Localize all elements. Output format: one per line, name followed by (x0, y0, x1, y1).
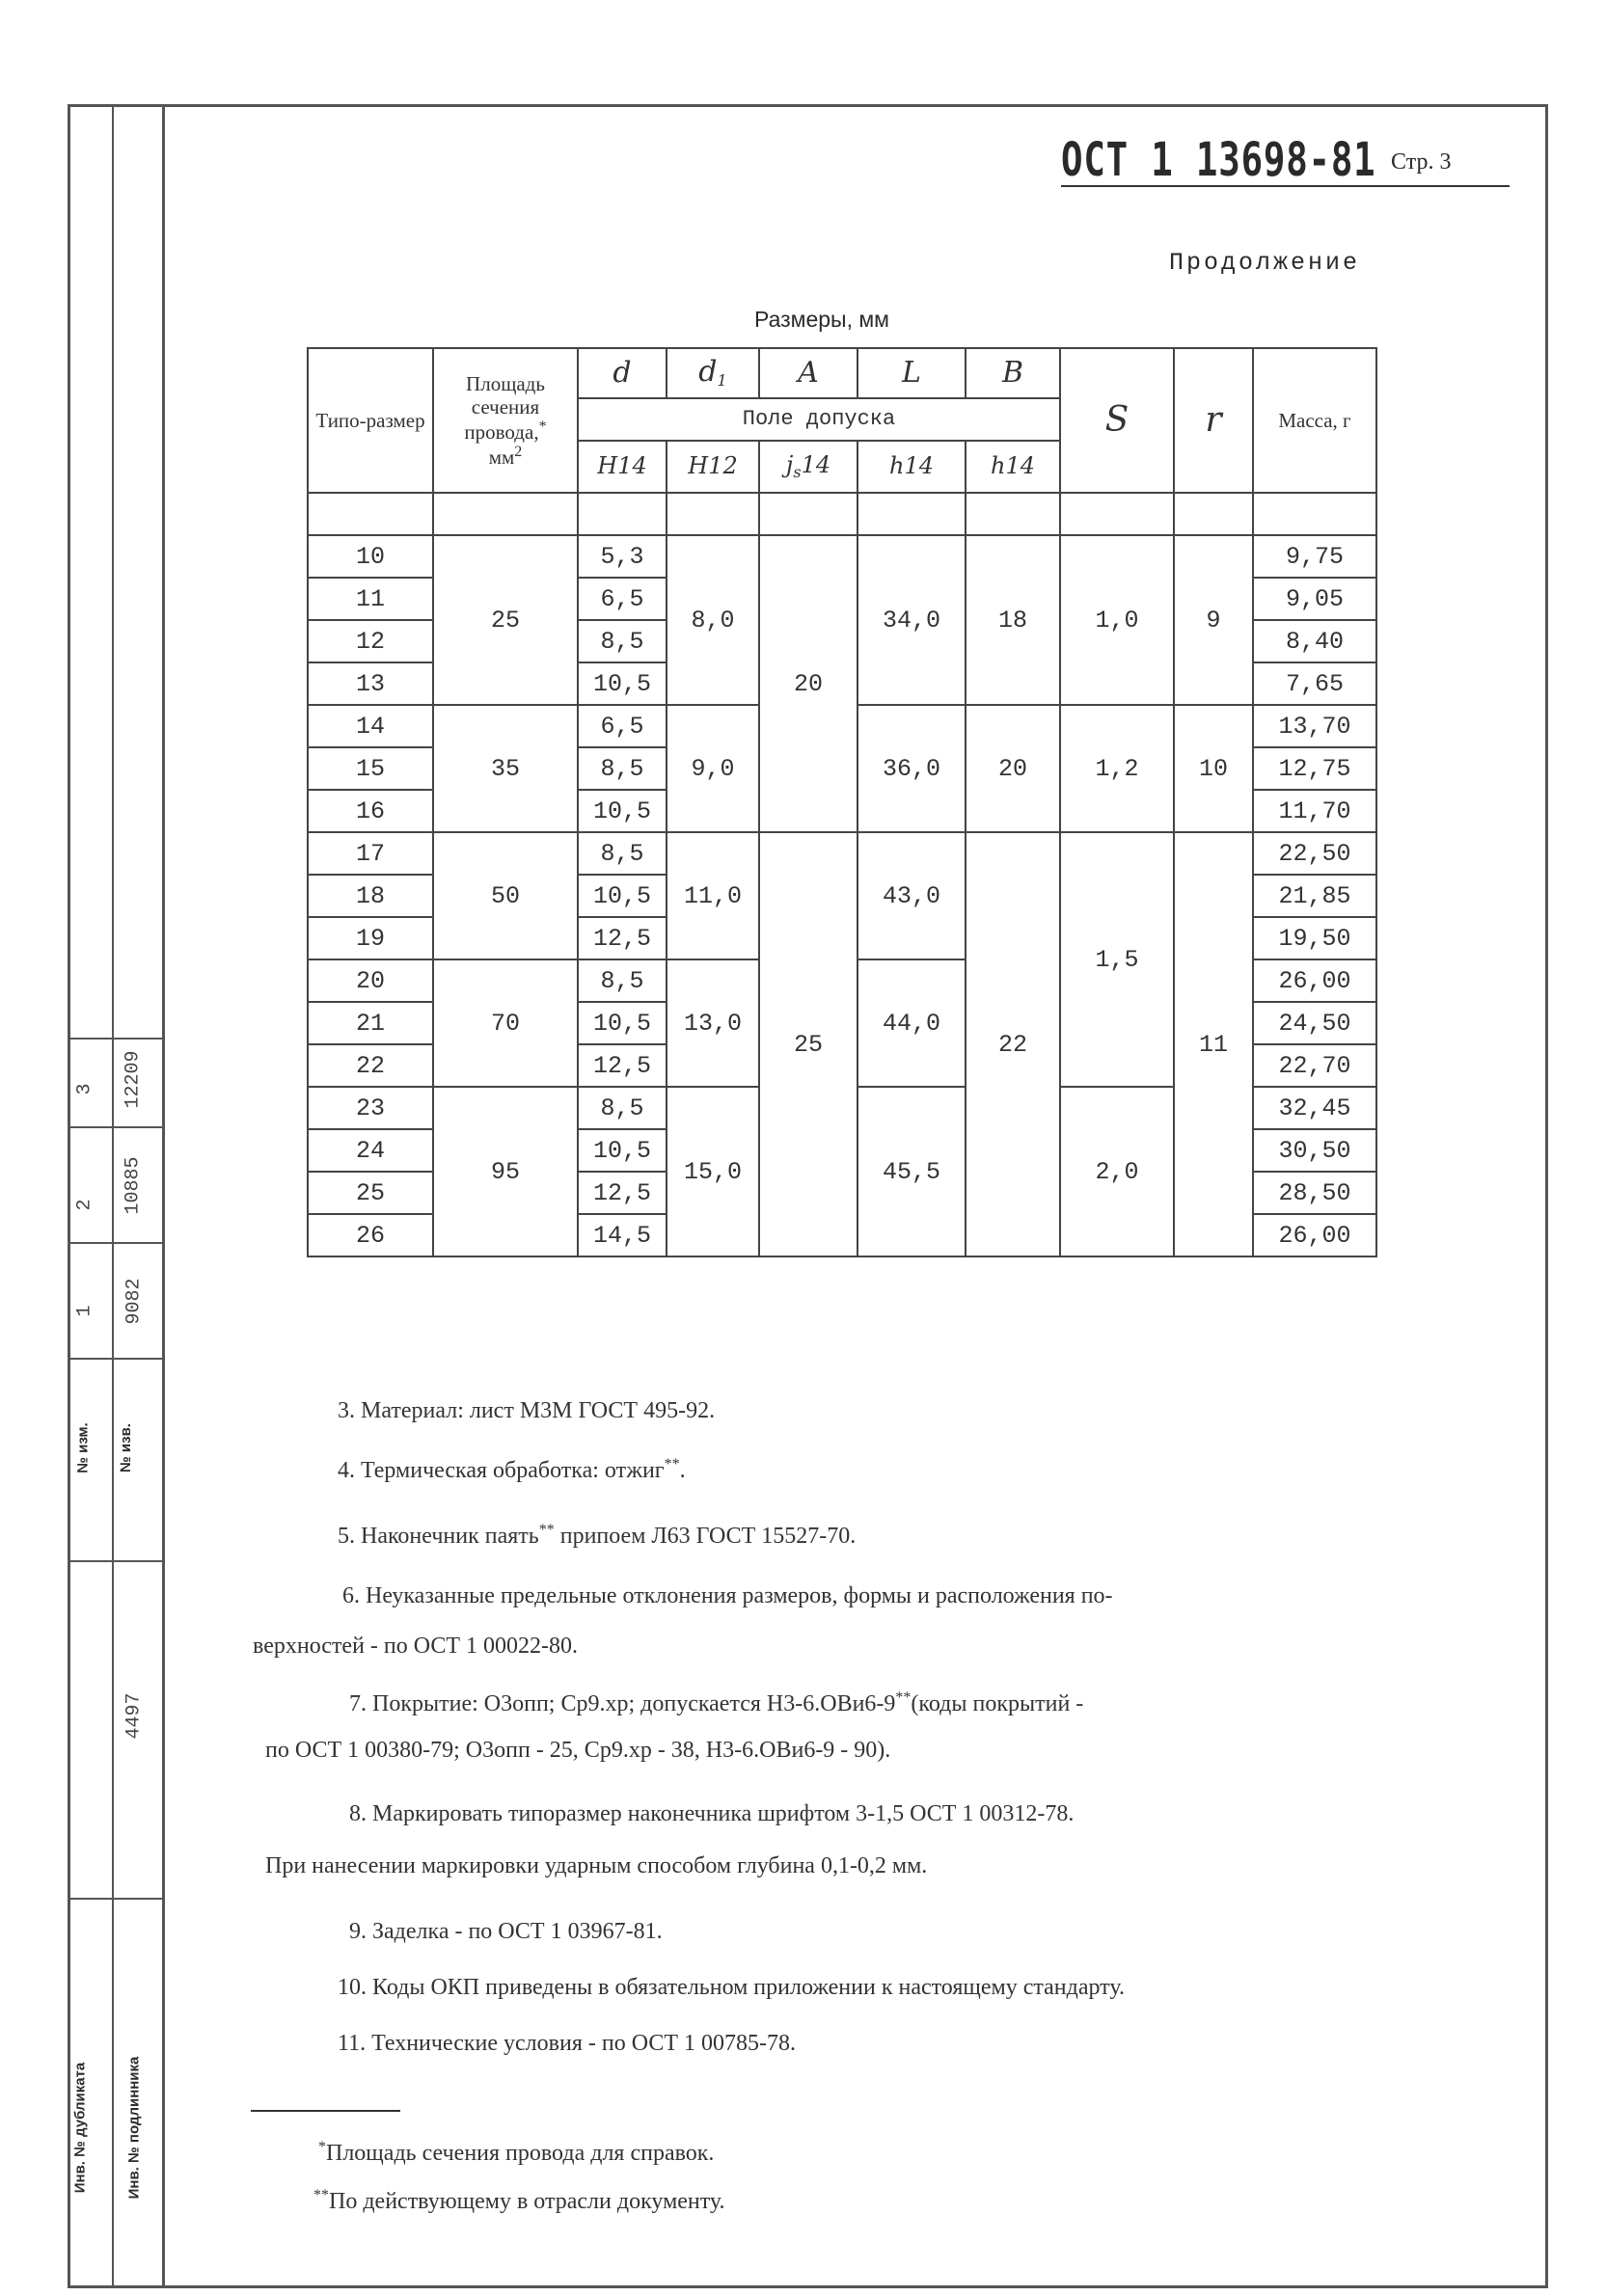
cell-mass: 11,70 (1253, 790, 1376, 832)
cell-size: 12 (308, 620, 433, 662)
note-3: 3. Материал: лист М3М ГОСТ 495-92. (338, 1398, 716, 1423)
cell-mass: 24,50 (1253, 1002, 1376, 1044)
cell-d: 8,5 (578, 959, 667, 1002)
cell-size: 26 (308, 1214, 433, 1256)
margin-divider (68, 1560, 164, 1562)
cell-mass: 7,65 (1253, 662, 1376, 705)
header-type: Типо-размер (308, 348, 433, 493)
cell-area: 95 (433, 1087, 578, 1256)
cell-d: 14,5 (578, 1214, 667, 1256)
footnote-2: **По действующему в отрасли документу. (313, 2187, 725, 2214)
dimensions-table (307, 347, 1377, 1257)
header-r: r (1174, 348, 1253, 493)
note-6-line2: верхностей - по ОСТ 1 00022-80. (253, 1634, 579, 1659)
cell-size: 11 (308, 578, 433, 620)
cell-mass: 26,00 (1253, 959, 1376, 1002)
note-8-line2: При нанесении маркировки ударным способом глубина 0,1-0,2 мм. (265, 1853, 928, 1878)
cell-size: 23 (308, 1087, 433, 1129)
margin-divider (68, 1898, 164, 1900)
cell-size: 15 (308, 747, 433, 790)
cell-d1: 9,0 (667, 705, 759, 832)
header-S: S (1060, 348, 1174, 493)
header-A: A (759, 348, 857, 398)
cell-size: 14 (308, 705, 433, 747)
cell-size: 18 (308, 875, 433, 917)
cell-d: 5,3 (578, 535, 667, 578)
cell-r: 11 (1174, 832, 1253, 1256)
margin-inv-number: 4497 (122, 1692, 146, 1740)
margin-izv-2: 10885 (122, 1156, 145, 1215)
note-8-line1: 8. Маркировать типоразмер наконечника шрифтом 3-1,5 ОСТ 1 00312-78. (349, 1801, 1075, 1826)
tol-L: h14 (857, 441, 966, 493)
cell-area: 35 (433, 705, 578, 832)
note-7-line2: по ОСТ 1 00380-79; О3опп - 25, Ср9.хр - 38, Н3-6.ОВи6-9 - 90). (265, 1738, 891, 1763)
cell-L: 36,0 (857, 705, 966, 832)
table-caption: Размеры, мм (754, 307, 889, 332)
cell-d1: 8,0 (667, 535, 759, 705)
footnote-rule (251, 2110, 400, 2112)
cell-L: 45,5 (857, 1087, 966, 1256)
note-11: 11. Технические условия - по ОСТ 1 00785-78. (338, 2031, 796, 2056)
cell-mass: 12,75 (1253, 747, 1376, 790)
cell-d: 6,5 (578, 705, 667, 747)
cell-mass: 22,70 (1253, 1044, 1376, 1087)
note-4: 4. Термическая обработка: отжиг**. (338, 1456, 686, 1483)
inner-left-border (162, 104, 165, 2288)
cell-d: 8,5 (578, 620, 667, 662)
cell-size: 22 (308, 1044, 433, 1087)
cell-d: 8,5 (578, 1087, 667, 1129)
cell-d1: 15,0 (667, 1087, 759, 1256)
cell-r: 9 (1174, 535, 1253, 705)
header-d1: $d_1$ (667, 348, 759, 398)
cell-A: 25 (759, 832, 857, 1256)
cell-d: 12,5 (578, 1172, 667, 1214)
margin-izv-3: 12209 (122, 1050, 145, 1109)
cell-size: 24 (308, 1129, 433, 1172)
note-10: 10. Коды ОКП приведены в обязательном приложении к настоящему стандарту. (338, 1975, 1125, 2000)
note-9: 9. Заделка - по ОСТ 1 03967-81. (349, 1919, 663, 1944)
header-d: d (578, 348, 667, 398)
cell-d: 8,5 (578, 747, 667, 790)
cell-B: 18 (966, 535, 1060, 705)
cell-d: 10,5 (578, 1129, 667, 1172)
cell-size: 16 (308, 790, 433, 832)
cell-mass: 28,50 (1253, 1172, 1376, 1214)
margin-divider (68, 1242, 164, 1244)
margin-divider (68, 1358, 164, 1360)
cell-mass: 30,50 (1253, 1129, 1376, 1172)
margin-divider (68, 1126, 164, 1128)
margin-divider (68, 1038, 164, 1040)
cell-d: 12,5 (578, 1044, 667, 1087)
tol-d: H14 (578, 441, 667, 493)
cell-size: 25 (308, 1172, 433, 1214)
cell-L: 44,0 (857, 959, 966, 1087)
continuation-label: Продолжение (1169, 249, 1361, 277)
cell-area: 25 (433, 535, 578, 705)
cell-size: 13 (308, 662, 433, 705)
margin-izv-label: № изв. (117, 1423, 134, 1472)
page-label: Стр. 3 (1391, 149, 1452, 175)
cell-A: 20 (759, 535, 857, 832)
left-margin-stamp (68, 104, 164, 2288)
cell-d: 10,5 (578, 875, 667, 917)
cell-S: 1,2 (1060, 705, 1174, 832)
cell-B: 22 (966, 832, 1060, 1256)
header-underline (1061, 185, 1510, 187)
cell-area: 70 (433, 959, 578, 1087)
note-5: 5. Наконечник паять** припоем Л63 ГОСТ 15527-70. (338, 1522, 857, 1549)
cell-size: 20 (308, 959, 433, 1002)
margin-orig-label: Инв. № подлинника (125, 2056, 143, 2200)
cell-mass: 21,85 (1253, 875, 1376, 917)
cell-L: 43,0 (857, 832, 966, 959)
doc-code: ОСТ 1 13698-81 (1061, 133, 1376, 187)
cell-mass: 22,50 (1253, 832, 1376, 875)
cell-size: 10 (308, 535, 433, 578)
cell-mass: 32,45 (1253, 1087, 1376, 1129)
cell-d: 10,5 (578, 790, 667, 832)
tol-d1: H12 (667, 441, 759, 493)
cell-B: 20 (966, 705, 1060, 832)
cell-mass: 26,00 (1253, 1214, 1376, 1256)
cell-mass: 13,70 (1253, 705, 1376, 747)
cell-size: 17 (308, 832, 433, 875)
cell-r: 10 (1174, 705, 1253, 832)
margin-dup-label: Инв. № дубликата (71, 2062, 89, 2194)
header-mass: Масса, г (1253, 348, 1376, 493)
cell-S: 2,0 (1060, 1087, 1174, 1256)
tol-A: $j_s14$ (759, 441, 857, 493)
cell-L: 34,0 (857, 535, 966, 705)
cell-d: 10,5 (578, 1002, 667, 1044)
cell-d1: 13,0 (667, 959, 759, 1087)
tol-B: h14 (966, 441, 1060, 493)
margin-izm-2: 2 (73, 1199, 96, 1211)
cell-S: 1,0 (1060, 535, 1174, 705)
cell-mass: 9,05 (1253, 578, 1376, 620)
footnote-1: *Площадь сечения провода для справок. (318, 2139, 715, 2166)
cell-area: 50 (433, 832, 578, 959)
header-tolerance: Поле допуска (578, 398, 1060, 441)
header-B: B (966, 348, 1060, 398)
cell-size: 19 (308, 917, 433, 959)
cell-d1: 11,0 (667, 832, 759, 959)
cell-mass: 9,75 (1253, 535, 1376, 578)
cell-S: 1,5 (1060, 832, 1174, 1087)
note-7-line1: 7. Покрытие: О3опп; Ср9.хр; допускается Н3-6.ОВи6-9**(коды покрытий - (349, 1689, 1084, 1716)
header-L: L (857, 348, 966, 398)
cell-d: 8,5 (578, 832, 667, 875)
margin-izm-label: № изм. (74, 1422, 92, 1473)
margin-izv-1: 9082 (122, 1278, 146, 1325)
margin-izm-3: 3 (73, 1083, 96, 1095)
cell-d: 12,5 (578, 917, 667, 959)
cell-mass: 8,40 (1253, 620, 1376, 662)
header-area: Площадь сечения провода,* $мм^2$ (433, 348, 578, 493)
cell-d: 10,5 (578, 662, 667, 705)
note-6-line1: 6. Неуказанные предельные отклонения размеров, формы и расположения по- (342, 1583, 1113, 1608)
margin-col-left (68, 104, 114, 2288)
cell-size: 21 (308, 1002, 433, 1044)
cell-d: 6,5 (578, 578, 667, 620)
cell-mass: 19,50 (1253, 917, 1376, 959)
margin-izm-1: 1 (73, 1305, 96, 1317)
